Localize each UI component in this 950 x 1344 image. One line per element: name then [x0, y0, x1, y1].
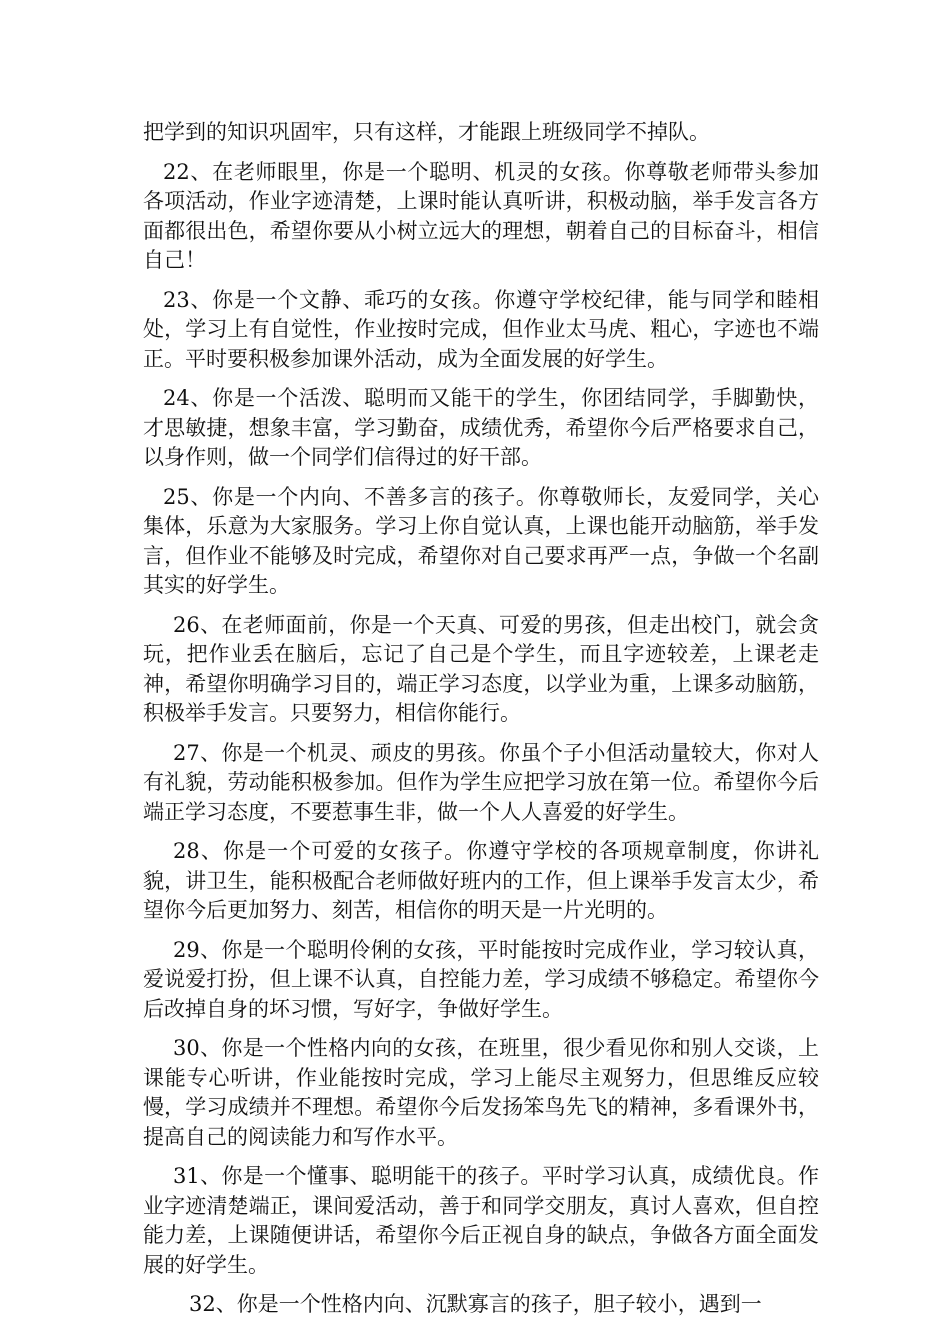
paragraph-28: 28、你是一个可爱的女孩子。你遵守学校的各项规章制度，你讲礼貌，讲卫生，能积极配合老师做好班内的工作，但上课举手发言太少，希望你今后更加努力、刻苦，相信你的明天是一片光明的。	[143, 839, 819, 922]
paragraph-continuation: 把学到的知识巩固牢，只有这样，才能跟上班级同学不掉队。	[143, 120, 710, 144]
paragraph-32: 32、你是一个性格内向、沉默寡言的孩子，胆子较小，遇到一	[189, 1292, 762, 1316]
paragraph-24: 24、你是一个活泼、聪明而又能干的学生，你团结同学，手脚勤快，才思敏捷，想象丰富，学习勤奋，成绩优秀，希望你今后严格要求自己，以身作则，做一个同学们信得过的好干部。	[143, 386, 819, 469]
paragraph-22: 22、在老师眼里，你是一个聪明、机灵的女孩。你尊敬老师带头参加各项活动，作业字迹清楚，上课时能认真听讲，积极动脑，举手发言各方面都很出色，希望你要从小树立远大的理想，朝着自己的目标奋斗，相信自己！	[143, 159, 819, 272]
paragraph-29: 29、你是一个聪明伶俐的女孩，平时能按时完成作业，学习较认真，爱说爱打扮，但上课不认真，自控能力差，学习成绩不够稳定。希望你今后改掉自身的坏习惯，写好字，争做好学生。	[143, 937, 819, 1021]
paragraph-25: 25、你是一个内向、不善多言的孩子。你尊敬师长，友爱同学，关心集体，乐意为大家服务。学习上你自觉认真，上课也能开动脑筋，举手发言，但作业不能够及时完成，希望你对自己要求再严一点，争做一个名副其实的好学生。	[143, 484, 819, 597]
paragraph-31: 31、你是一个懂事、聪明能干的孩子。平时学习认真，成绩优良。作业字迹清楚端正，课间爱活动，善于和同学交朋友，真讨人喜欢，但自控能力差，上课随便讲话，希望你今后正视自身的缺点，争做各方面全面发展的好学生。	[143, 1164, 819, 1277]
document-body	[143, 118, 819, 1330]
paragraph-30: 30、你是一个性格内向的女孩，在班里，很少看见你和别人交谈，上课能专心听讲，作业能按时完成，学习上能尽主观努力，但思维反应较慢，学习成绩并不理想。希望你今后发扬笨鸟先飞的精神，多看课外书，提高自己的阅读能力和写作水平。	[143, 1036, 819, 1149]
paragraph-23: 23、你是一个文静、乖巧的女孩。你遵守学校纪律，能与同学和睦相处，学习上有自觉性，作业按时完成，但作业太马虎、粗心，字迹也不端正。平时要积极参加课外活动，成为全面发展的好学生。	[143, 287, 819, 371]
paragraph-27: 27、你是一个机灵、顽皮的男孩。你虽个子小但活动量较大，你对人有礼貌，劳动能积极参加。但作为学生应把学习放在第一位。希望你今后端正学习态度，不要惹事生非，做一个人人喜爱的好学生。	[143, 740, 819, 824]
paragraph-26: 26、在老师面前，你是一个天真、可爱的男孩，但走出校门，就会贪玩，把作业丢在脑后，忘记了自己是个学生，而且字迹较差，上课老走神，希望你明确学习目的，端正学习态度，以学业为重，上课多动脑筋，积极举手发言。只要努力，相信你能行。	[143, 612, 819, 725]
